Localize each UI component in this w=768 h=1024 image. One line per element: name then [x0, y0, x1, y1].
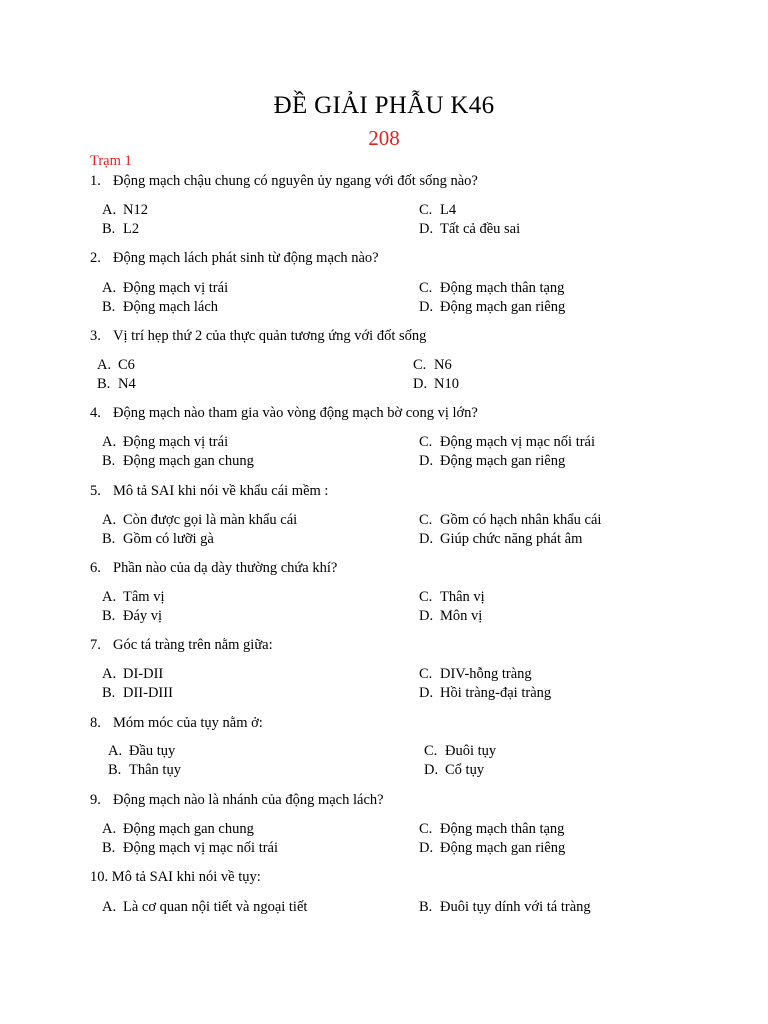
question-stem: Động mạch nào là nhánh của động mạch lách?	[113, 792, 384, 808]
option-b[interactable]: B. Thân tụy	[108, 762, 181, 778]
question-text	[90, 250, 379, 267]
option-b[interactable]: B. Động mạch lách	[102, 299, 219, 315]
question-stem: Động mạch nào tham gia vào vòng động mạch bờ cong vị lớn?	[113, 405, 478, 421]
question-stem: Góc tá tràng trên nằm giữa:	[113, 637, 273, 653]
question-stem: Mô tả SAI khi nói về tụy:	[111, 869, 261, 885]
option-b[interactable]: B. L2	[102, 221, 140, 237]
question-text	[90, 792, 384, 809]
option-d[interactable]: D. Động mạch gan riêng	[419, 453, 566, 469]
option-c[interactable]: C. Động mạch vị mạc nối trái	[419, 434, 596, 450]
option-b[interactable]: B. DII-DIII	[102, 685, 173, 701]
option-a[interactable]: A. Là cơ quan nội tiết và ngoại tiết	[102, 899, 308, 915]
option-d[interactable]: D. Cổ tụy	[424, 762, 485, 778]
option-a[interactable]: A. DI-DII	[102, 666, 164, 682]
question-text	[90, 637, 273, 654]
question-text	[90, 173, 478, 190]
option-c[interactable]: C. Đuôi tụy	[424, 743, 497, 759]
question-text	[90, 405, 478, 422]
station-label: Trạm 1	[90, 153, 132, 169]
question-number: 8.	[90, 715, 101, 731]
option-c[interactable]: C. L4	[419, 202, 457, 218]
question-text	[90, 560, 337, 577]
option-a[interactable]: A. Động mạch vị trái	[102, 434, 229, 450]
question-stem: Động mạch chậu chung có nguyên ủy ngang với đốt sống nào?	[113, 173, 478, 189]
option-a[interactable]: A. Còn được gọi là màn khẩu cái	[102, 512, 298, 528]
option-c[interactable]: C. Động mạch thân tạng	[419, 821, 565, 837]
question-number: 2.	[90, 250, 101, 266]
option-b[interactable]: B. Động mạch gan chung	[102, 453, 254, 469]
option-d[interactable]: D. Giúp chức năng phát âm	[419, 531, 583, 547]
question-stem: Móm móc của tụy nằm ở:	[113, 715, 263, 731]
option-d[interactable]: D. Động mạch gan riêng	[419, 840, 566, 856]
question-stem: Phần nào của dạ dày thường chứa khí?	[113, 560, 338, 576]
question-number: 6.	[90, 560, 101, 576]
option-d[interactable]: D. Hồi tràng-đại tràng	[419, 685, 552, 701]
option-d[interactable]: D. N10	[413, 376, 459, 392]
exam-code: 208	[368, 126, 400, 150]
question-text	[90, 869, 261, 886]
question-stem: Mô tả SAI khi nói về khẩu cái mềm :	[113, 483, 329, 499]
option-d[interactable]: D. Môn vị	[419, 608, 483, 624]
question-number: 9.	[90, 792, 101, 808]
option-a[interactable]: A. Động mạch vị trái	[102, 280, 229, 296]
question-number: 3.	[90, 328, 101, 344]
option-d[interactable]: D. Động mạch gan riêng	[419, 299, 566, 315]
option-c[interactable]: C. N6	[413, 357, 452, 373]
option-a[interactable]: A. Đầu tụy	[108, 743, 176, 759]
option-a[interactable]: A. Động mạch gan chung	[102, 821, 254, 837]
option-c[interactable]: C. Động mạch thân tạng	[419, 280, 565, 296]
option-b[interactable]: B. Đuôi tụy dính với tá tràng	[419, 899, 591, 915]
option-a[interactable]: A. N12	[102, 202, 148, 218]
question-text	[90, 715, 263, 732]
question-number: 5.	[90, 483, 101, 499]
question-number: 7.	[90, 637, 101, 653]
question-number: 10.	[90, 869, 109, 885]
option-c[interactable]: C. DIV-hỗng tràng	[419, 666, 532, 682]
question-number: 1.	[90, 173, 101, 189]
option-d[interactable]: D. Tất cả đều sai	[419, 221, 521, 237]
question-number: 4.	[90, 405, 101, 421]
option-c[interactable]: C. Gồm có hạch nhân khẩu cái	[419, 512, 602, 528]
question-stem: Động mạch lách phát sinh từ động mạch nào?	[113, 250, 379, 266]
option-a[interactable]: A. C6	[97, 357, 135, 373]
option-b[interactable]: B. Đáy vị	[102, 608, 163, 624]
question-text	[90, 328, 426, 345]
question-stem: Vị trí hẹp thứ 2 của thực quản tương ứng với đốt sống	[113, 328, 427, 344]
exam-title: ĐỀ GIẢI PHẪU K46	[273, 92, 495, 119]
option-b[interactable]: B. Động mạch vị mạc nối trái	[102, 840, 279, 856]
option-a[interactable]: A. Tâm vị	[102, 589, 165, 605]
option-b[interactable]: B. N4	[97, 376, 136, 392]
question-text	[90, 483, 328, 500]
option-b[interactable]: B. Gồm có lưỡi gà	[102, 531, 214, 547]
option-c[interactable]: C. Thân vị	[419, 589, 485, 605]
